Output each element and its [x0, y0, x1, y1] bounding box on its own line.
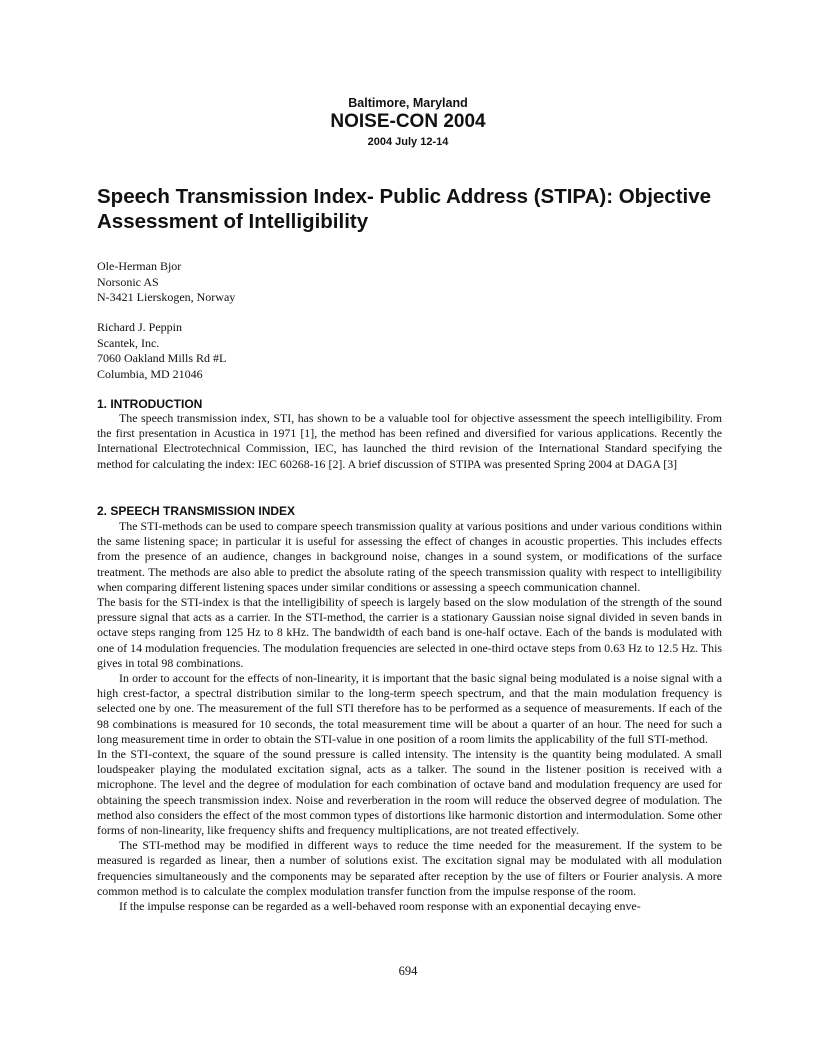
author-name: Ole-Herman Bjor [97, 259, 182, 273]
conference-dates: 2004 July 12-14 [367, 136, 449, 148]
paragraph: If the impulse response can be regarded as a well-behaved room response with an exponential decaying enve- [119, 899, 641, 914]
author-block [97, 320, 226, 382]
paragraph: The basis for the STI-index is that the intelligibility of speech is largely based on the slow modulation of the strength of the sound pressure signal that acts as a carrier. In the STI-method, the carrier is a stationary Gaussian noise signal divided in seven bands in octave steps ranging from 125 Hz to 8 kHz. The bandwidth of each band is one-half octave. Each of the bands is modulated with one of 14 modulation frequencies. The modulation frequencies are selected in one-third octave steps from 0.63 Hz to 12.5 Hz. This gives in total 98 combinations. [97, 595, 722, 670]
conference-name: NOISE-CON 2004 [330, 111, 486, 132]
paragraph: In order to account for the effects of non-linearity, it is important that the basic signal being modulated is a noise signal with a high crest-factor, a spectral distribution similar to the long-term speech spectrum, and that the main modulation frequency is selected one by one. The measurement of the full STI therefore has to be performed as a sequence of measurements. If each of the 98 combinations is measured for 10 seconds, the total measurement time will be about a quarter of an hour. The need for such a long measurement time in order to obtain the STI-value in one position of a room limits the applicability of the full STI-method. [97, 671, 722, 746]
author-affiliation: Norsonic AS [97, 274, 159, 289]
paragraph: The STI-methods can be used to compare speech transmission quality at various positions and under various conditions within the same listening space; in particular it is useful for assessing the effect of changes in acoustic properties. This includes effects from the presence of an audience, changes in background noise, changes in a sound system, or modifications of the surface treatment. The methods are also able to predict the absolute rating of the speech transmission quality with respect to intelligibility when comparing different listening spaces under similar conditions or assessing a speech communication channel. [97, 519, 722, 594]
paragraph: The STI-method may be modified in different ways to reduce the time needed for the measurement. If the system to be measured is regarded as linear, then a number of solutions exist. The excitation signal may be modulated with all modulation frequencies simultaneously and the components may be separated after reception by the use of filters or Fourier analysis. A more common method is to calculate the complex modulation transfer function from the impulse response of the room. [97, 838, 722, 898]
author-block [97, 259, 235, 306]
page-number: 694 [398, 964, 418, 978]
conference-location: Baltimore, Maryland [348, 96, 468, 110]
paragraph: The speech transmission index, STI, has shown to be a valuable tool for objective assessment the speech intelligibility. From the first presentation in Acustica in 1971 [1], the method has been refined and diversified for various applications. Recently the International Electrotechnical Commission, IEC, has launched the third revision of the International Standard specifying the method for calculating the index: IEC 60268-16 [2]. A brief discussion of STIPA was presented Spring 2004 at DAGA [3] [97, 411, 722, 471]
section-heading-sti: 2. SPEECH TRANSMISSION INDEX [97, 504, 296, 518]
section-body-introduction [97, 411, 722, 472]
author-address: 7060 Oakland Mills Rd #L [97, 351, 227, 365]
paper-title: Speech Transmission Index- Public Address (STIPA): Objective Assessment of Intelligibility [97, 185, 712, 233]
section-body-sti [97, 519, 722, 914]
section-heading-introduction: 1. INTRODUCTION [97, 397, 203, 411]
author-affiliation: Scantek, Inc. [97, 335, 160, 350]
paragraph: In the STI-context, the square of the sound pressure is called intensity. The intensity is the quantity being modulated. A small loudspeaker playing the modulated excitation signal, acts as a talker. The sound in the listener position is received with a microphone. The level and the degree of modulation for each combination of octave band and modulation frequency are used for obtaining the speech transmission index. Noise and reverberation in the room will reduce the observed degree of modulation. The method also considers the effect of the most common types of distortions like harmonic distortion and intermodulation. Some other forms of non-linearity, like frequency shifts and frequency multiplications, are not treated effectively. [97, 747, 722, 838]
author-address: N-3421 Lierskogen, Norway [97, 290, 236, 304]
author-address: Columbia, MD 21046 [97, 366, 203, 381]
author-name: Richard J. Peppin [97, 320, 182, 334]
